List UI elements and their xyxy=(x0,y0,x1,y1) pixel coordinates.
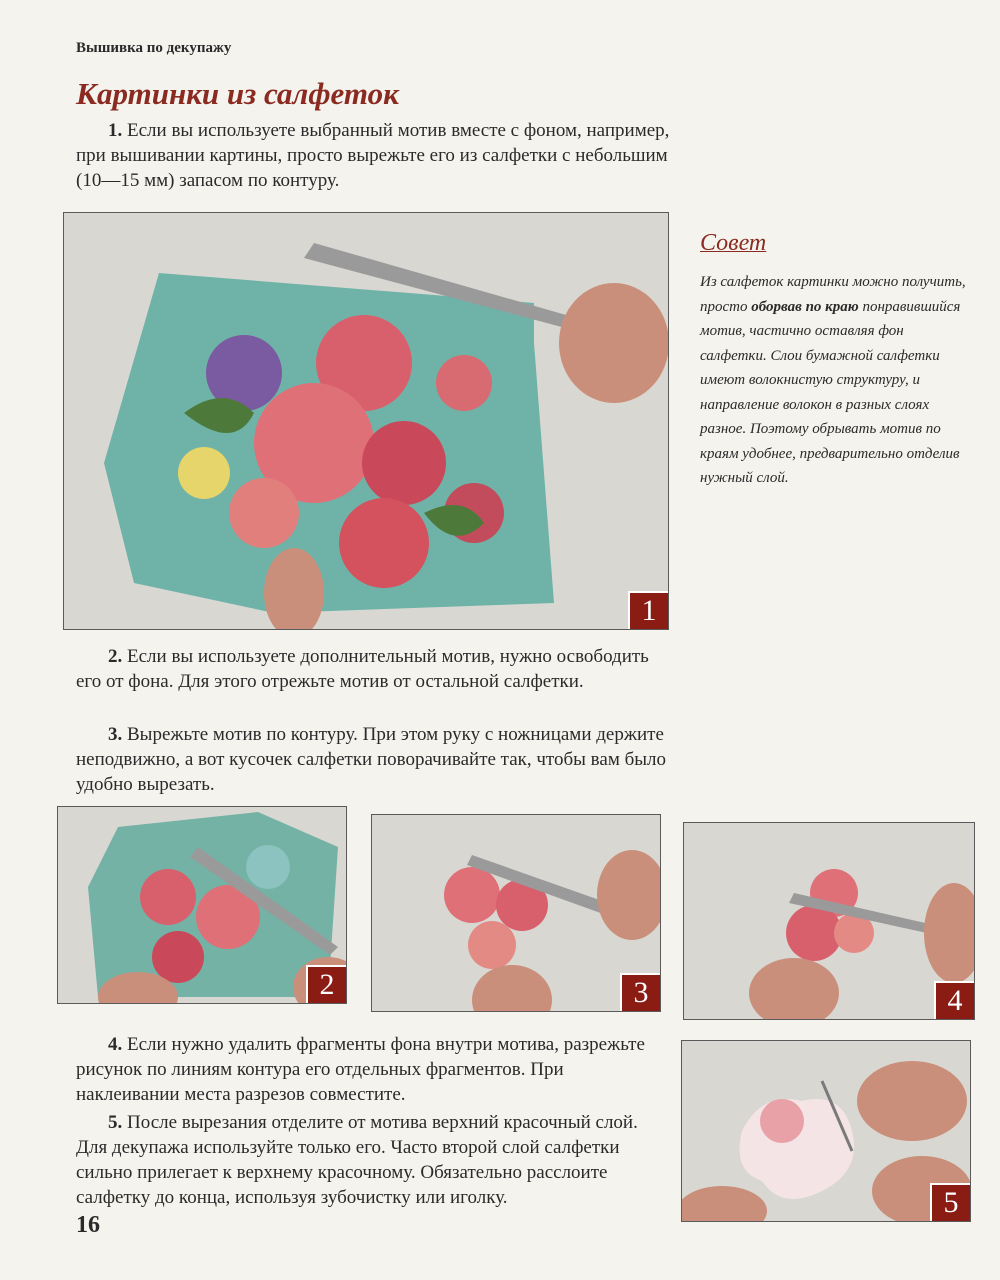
step-text: Если вы используете выбранный мотив вместе с фоном, например, при вышивании картины, просто вырежьте его из салфетки с небольшим (10—15 мм) запасом по контуру. xyxy=(76,120,670,191)
step-5-paragraph xyxy=(76,1110,656,1210)
photo-number-badge: 3 xyxy=(620,973,660,1011)
tip-title: Совет xyxy=(700,230,767,256)
tip-text: Из салфеток картинки можно получить, просто оборвав по краю понравившийся мотив, частично оставляя фон салфетки. Слои бумажной салфетки имеют волокнистую структуру, и направление волокон в разных слоях разное. Поэтому обрывать мотив по краям удобнее, предварительно отделив нужный слой. xyxy=(700,274,966,486)
photo-2 xyxy=(57,806,347,1004)
step-number: 4. xyxy=(108,1034,123,1055)
step-4-paragraph xyxy=(76,1032,656,1107)
step-number: 2. xyxy=(108,646,123,667)
tip-emphasis: оборвав по краю xyxy=(751,298,859,315)
step-1-paragraph xyxy=(76,118,676,193)
photo-number-badge: 5 xyxy=(930,1183,970,1221)
photo-number-badge: 1 xyxy=(628,591,668,629)
step-number: 1. xyxy=(108,120,123,141)
step-2-paragraph xyxy=(76,644,666,694)
page-number: 16 xyxy=(76,1212,100,1238)
photo-5 xyxy=(681,1040,971,1222)
step-text: Если нужно удалить фрагменты фона внутри мотива, разрежьте рисунок по линиям контура его отдельных фрагментов. При наклеивании места разрезов совместите. xyxy=(76,1034,645,1105)
photo-number-badge: 4 xyxy=(934,981,974,1019)
photo-1 xyxy=(63,212,669,630)
step-text: После вырезания отделите от мотива верхний красочный слой. Для декупажа используйте только его. Часто второй слой салфетки сильно прилегает к верхнему красочному. Обязательно расслоите салфетку до конца, используя зубочистку или иголку. xyxy=(76,1112,638,1208)
step-number: 3. xyxy=(108,724,123,745)
step-text: Если вы используете дополнительный мотив, нужно освободить его от фона. Для этого отрежьте мотив от остальной салфетки. xyxy=(76,646,649,692)
photo-4 xyxy=(683,822,975,1020)
step-number: 5. xyxy=(108,1112,123,1133)
section-title: Картинки из салфеток xyxy=(76,76,399,111)
step-3-paragraph xyxy=(76,722,666,797)
running-head: Вышивка по декупажу xyxy=(76,40,232,56)
step-text: Вырежьте мотив по контуру. При этом руку с ножницами держите неподвижно, а вот кусочек салфетки поворачивайте так, чтобы вам было удобно вырезать. xyxy=(76,724,667,795)
photo-3 xyxy=(371,814,661,1012)
photo-number-badge: 2 xyxy=(306,965,346,1003)
napkin-scissors-illustration xyxy=(64,213,668,629)
